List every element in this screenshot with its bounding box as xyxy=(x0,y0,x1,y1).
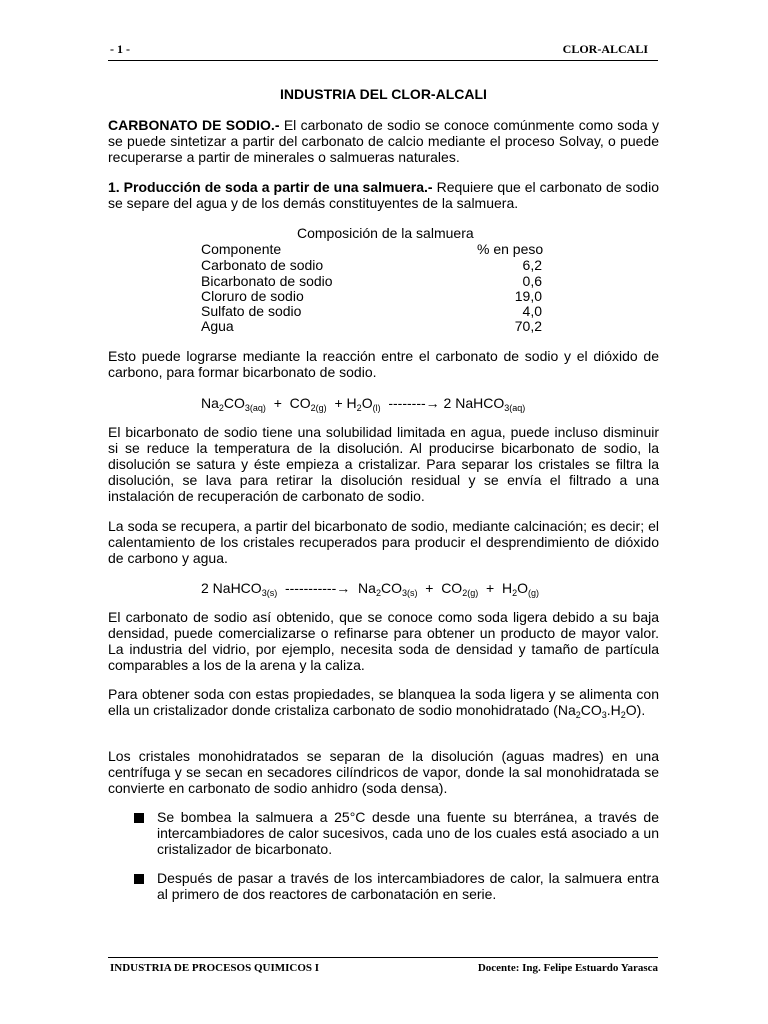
eq2-sub: 2(g) xyxy=(462,588,479,598)
eq1-sub: 3(aq) xyxy=(244,403,266,413)
eq1-plus: + xyxy=(265,395,290,411)
bullet-item: Se bombea la salmuera a 25°C desde una fuente su bterránea, a través de intercambiadores de calor sucesivos, cada uno de los cuales está asociado a un cristalizador de bicarbonato. xyxy=(157,809,659,857)
table-row-name: Carbonato de sodio xyxy=(201,257,324,273)
section1-paragraph xyxy=(108,179,659,211)
bullet-square-icon xyxy=(134,813,144,823)
formula-part: Na xyxy=(557,702,576,718)
eq2-term: CO xyxy=(441,580,463,596)
bullet-square-icon xyxy=(134,874,144,884)
table-caption: Composición de la salmuera xyxy=(297,225,474,241)
eq1-arrow: --------→ xyxy=(380,395,444,411)
table-row-value: 19,0 xyxy=(514,288,542,304)
formula-part: O). xyxy=(625,702,646,718)
eq2-term: Na xyxy=(358,580,376,596)
paragraph-light-soda: El carbonato de sodio así obtenido, que se conoce como soda ligera debido a su baja densidad, puede comercializarse o refinarse para obtener un producto de mayor valor. La industria del vidrio, por ejemplo, necesita soda de densidad y tamaño de partícula comparables a los de la arena y la caliza. xyxy=(108,609,659,673)
eq1-term: CO xyxy=(289,395,311,411)
eq1-term: 2 NaHCO xyxy=(443,395,505,411)
table-row-name: Agua xyxy=(201,318,234,334)
formula-sub: 2 xyxy=(575,710,581,720)
eq1-term: O xyxy=(361,395,373,411)
eq2-plus: + xyxy=(478,580,502,596)
eq2-term: O xyxy=(517,580,528,596)
table-row-name: Bicarbonato de sodio xyxy=(201,273,333,289)
document-title: INDUSTRIA DEL CLOR-ALCALI xyxy=(280,86,487,102)
para5-text: Para obtener soda con estas propiedades, se blanquea la soda ligera y se alimenta con ella un cristalizador donde cristaliza carbonato de sodio monohidratado ( xyxy=(108,686,659,718)
header-rule xyxy=(108,60,658,61)
footer-course: INDUSTRIA DE PROCESOS QUIMICOS I xyxy=(110,962,320,974)
section1-text: Requiere que el carbonato de sodio se separe del agua y de los demás constituyentes de la salmuera. xyxy=(108,179,659,211)
eq2-sub: 3(s) xyxy=(261,588,278,598)
eq1-term: CO xyxy=(223,395,245,411)
eq2-plus: + xyxy=(417,580,442,596)
section1-heading: 1. Producción de soda a partir de una salmuera.- xyxy=(108,179,433,195)
formula-part: CO xyxy=(580,702,602,718)
eq2-sub: (g) xyxy=(527,588,539,598)
eq2-arrow: -----------→ xyxy=(277,580,359,596)
eq1-sub: 2 xyxy=(218,403,224,413)
formula-part: .H xyxy=(606,702,621,718)
footer-teacher: Docente: Ing. Felipe Estuardo Yarasca xyxy=(477,962,658,974)
eq2-sub: 2 xyxy=(375,588,381,598)
intro-text: El carbonato de sodio se conoce comúnmente como soda y se puede sintetizar a partir del carbonato de calcio mediante el proceso Solvay, o puede recuperarse a partir de minerales o salmueras naturales. xyxy=(108,117,659,165)
eq1-sub: 3(aq) xyxy=(504,403,526,413)
table-row-value: 70,2 xyxy=(514,318,542,334)
eq1-term: H xyxy=(346,395,357,411)
eq2-term: CO xyxy=(380,580,402,596)
table-row-value: 0,6 xyxy=(522,273,542,289)
eq2-term: H xyxy=(501,580,513,596)
footer-rule xyxy=(108,957,658,958)
table-row-value: 4,0 xyxy=(522,303,542,319)
bullet-item: Después de pasar a través de los intercambiadores de calor, la salmuera entra al primero de dos reactores de carbonatación en serie. xyxy=(157,870,659,902)
intro-paragraph xyxy=(108,117,659,165)
table-col-header-component: Componente xyxy=(201,241,282,257)
eq1-term: Na xyxy=(201,395,219,411)
eq2-sub: 3(s) xyxy=(401,588,418,598)
paragraph-crystallizer xyxy=(108,686,659,718)
table-row-name: Cloruro de sodio xyxy=(201,288,304,304)
eq1-sub: (l) xyxy=(372,403,381,413)
table-row-name: Sulfato de sodio xyxy=(201,303,302,319)
table-col-header-percent: % en peso xyxy=(477,241,544,257)
table-row-value: 6,2 xyxy=(522,257,542,273)
header-section-title: CLOR-ALCALI xyxy=(562,42,648,56)
paragraph-calcination: La soda se recupera, a partir del bicarbonato de sodio, mediante calcinación; es decir; el calentamiento de los cristales recuperados para producir el desprendimiento de dióxido de carbono y agua. xyxy=(108,518,659,566)
formula-sub: 3 xyxy=(601,710,607,720)
intro-heading: CARBONATO DE SODIO.- xyxy=(108,117,280,133)
eq1-plus: + xyxy=(326,395,347,411)
page-number: - 1 - xyxy=(110,42,130,56)
paragraph-bicarbonate-solubility: El bicarbonato de sodio tiene una solubilidad limitada en agua, puede incluso disminuir si se reduce la temperatura de la disolución. Al producirse bicarbonato de sodio, la disolución se satura y éste empieza a cristalizar. Para separar los cristales se filtra la disolución, se lava para retirar la disolución residual y se envía el filtrado a una instalación de recuperación de carbonato de sodio. xyxy=(108,424,659,504)
eq1-sub: 2(g) xyxy=(310,403,327,413)
paragraph-reaction-intro: Esto puede lograrse mediante la reacción entre el carbonato de sodio y el dióxido de carbono, para formar bicarbonato de sodio. xyxy=(108,348,659,380)
eq2-sub: 2 xyxy=(512,588,518,598)
paragraph-monohydrate: Los cristales monohidratados se separan de la disolución (aguas madres) en una centrífuga y se secan en secadores cilíndricos de vapor, donde la sal monohidratada se convierte en carbonato de sodio anhidro (soda densa). xyxy=(108,748,659,796)
equation-calcination xyxy=(201,580,539,596)
equation-carbonation xyxy=(201,395,525,411)
eq2-term: 2 NaHCO xyxy=(201,580,262,596)
formula-sub: 2 xyxy=(620,710,626,720)
eq1-sub: 2 xyxy=(356,403,362,413)
